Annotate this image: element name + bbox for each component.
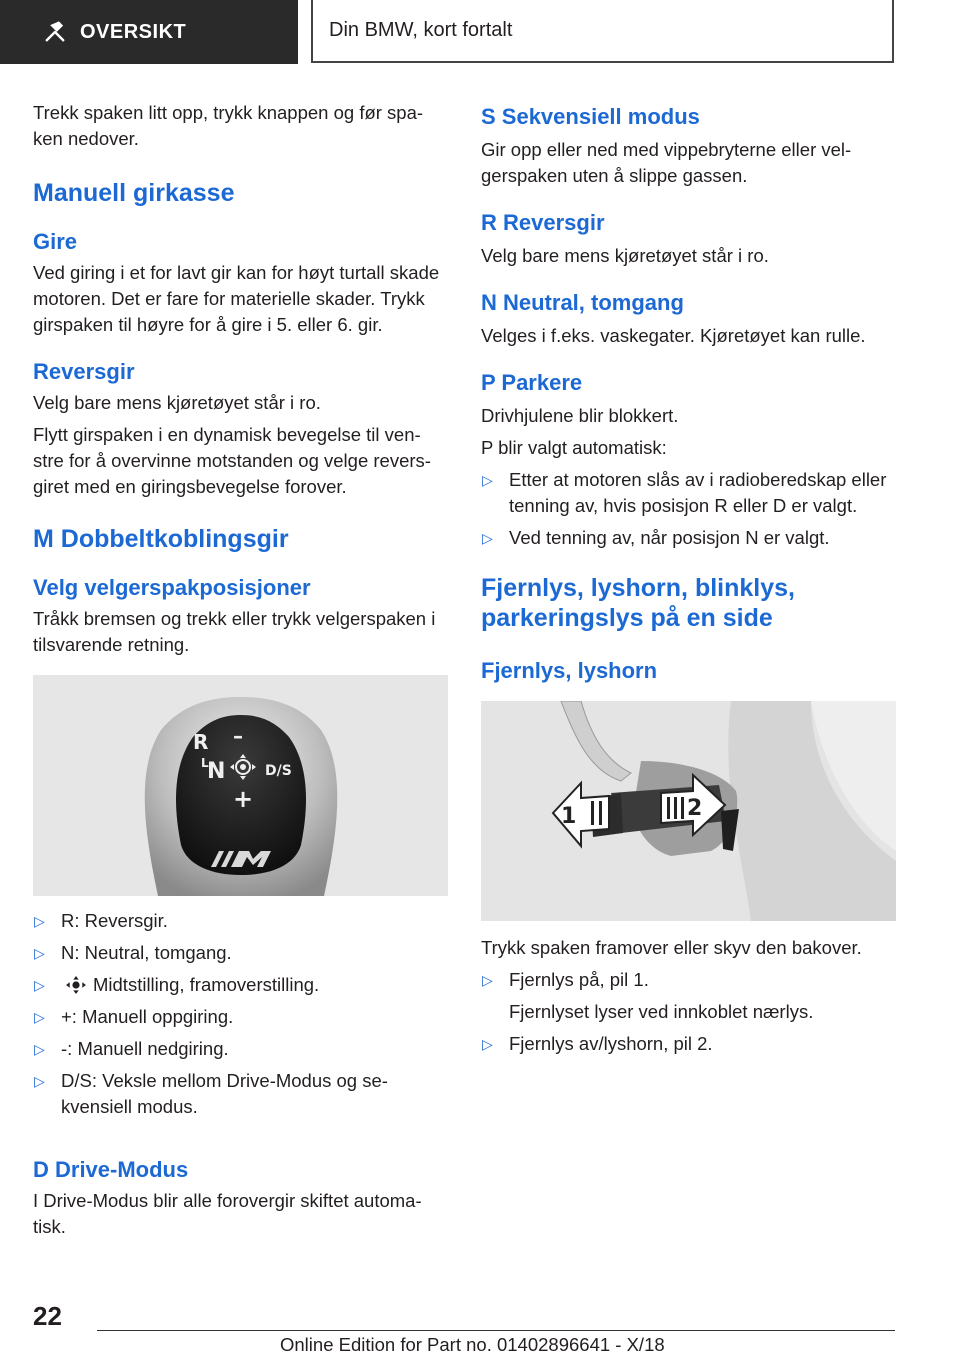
section-tab-label: OVERSIKT	[80, 20, 187, 43]
knob-label-r: R	[193, 730, 209, 754]
triangle-bullet-icon: ▷	[482, 1036, 493, 1052]
arrow-1-label: 1	[561, 804, 577, 829]
reverse-text-1: Velg bare mens kjøretøyet står i ro.	[33, 392, 321, 413]
triangle-bullet-icon: ▷	[482, 972, 493, 988]
page-header	[0, 0, 960, 66]
heading-lights: Fjernlys, lyshorn, blinklys, parkeringslys på en side	[481, 574, 795, 632]
high-beam-list	[481, 967, 896, 1057]
arrow-2-label: 2	[687, 796, 703, 821]
list-item: ▷ -: Manuell nedgiring.	[33, 1036, 449, 1062]
park-text-1: Drivhjulene blir blokkert.	[481, 405, 679, 426]
shift-text: Ved giring i et for lavt gir kan for høyt turtall skade motoren. Det er fare for materielle skader. Trykk girspaken til høyre for å gire i 5. eller 6. gir.	[33, 262, 440, 335]
stalk-text: Trykk spaken framover eller skyv den bakover.	[481, 937, 862, 958]
heading-manual-gearbox: Manuell girkasse	[33, 179, 235, 207]
gear-knob-illustration	[33, 675, 448, 896]
triangle-bullet-icon: ▷	[34, 1073, 45, 1089]
knob-label-minus: –	[233, 724, 243, 748]
heading-r-reverse: R Reversgir	[481, 210, 605, 235]
triangle-bullet-icon: ▷	[34, 945, 45, 961]
sequential-text: Gir opp eller ned med vippebryterne eller vel-gerspaken uten å slippe gassen.	[481, 139, 852, 186]
turn-signal-stalk-illustration	[481, 701, 896, 921]
knob-label-n: N	[207, 759, 226, 784]
list-item: ▷ N: Neutral, tomgang.	[33, 940, 449, 966]
footer-edition: Online Edition for Part no. 01402896641 - X/18	[280, 1334, 665, 1355]
section-tab	[0, 0, 298, 64]
park-text-2: P blir valgt automatisk:	[481, 437, 667, 458]
triangle-bullet-icon: ▷	[482, 472, 493, 488]
right-column	[481, 103, 896, 1057]
list-item: ▷ Ved tenning av, når posisjon N er valgt.	[481, 525, 896, 551]
heading-dct: M Dobbeltkoblingsgir	[33, 525, 289, 553]
chapter-tab	[311, 0, 894, 63]
tools-icon	[44, 21, 66, 43]
heading-drive-mode: D Drive-Modus	[33, 1157, 189, 1182]
list-item: ▷ +: Manuell oppgiring.	[33, 1004, 449, 1030]
selector-positions-list	[33, 908, 449, 1120]
select-positions-text: Tråkk bremsen og trekk eller trykk velgerspaken i tilsvarende retning.	[33, 608, 436, 655]
heading-shift: Gire	[33, 229, 78, 254]
list-item: ▷ D/S: Veksle mellom Drive-Modus og se-kvensiell modus.	[34, 1070, 388, 1117]
center-position-icon	[65, 976, 87, 994]
chapter-title: Din BMW, kort fortalt	[329, 19, 513, 41]
page-number: 22	[33, 1301, 62, 1331]
heading-sequential: S Sekvensiell modus	[481, 104, 700, 129]
heading-select-positions: Velg velgerspakposisjoner	[33, 575, 311, 600]
list-item: ▷ Fjernlys av/lyshorn, pil 2.	[481, 1031, 896, 1057]
left-column	[33, 100, 449, 1240]
heading-high-beam: Fjernlys, lyshorn	[481, 658, 658, 683]
heading-reverse: Reversgir	[33, 359, 135, 384]
r-reverse-text: Velg bare mens kjøretøyet står i ro.	[481, 245, 769, 266]
knob-label-plus: +	[233, 785, 254, 813]
drive-mode-text: I Drive-Modus blir alle forovergir skiftet automa-tisk.	[33, 1190, 422, 1237]
park-auto-list	[481, 467, 896, 551]
triangle-bullet-icon: ▷	[34, 913, 45, 929]
triangle-bullet-icon: ▷	[482, 530, 493, 546]
footer-divider	[97, 1330, 895, 1331]
stalk-image	[481, 701, 896, 921]
gear-selector-image	[33, 675, 448, 896]
list-item: ▷ Midtstilling, framoverstilling.	[33, 972, 449, 998]
list-item: ▷ Fjernlys på, pil 1.	[481, 967, 896, 993]
heading-p-park: P Parkere	[481, 370, 583, 395]
triangle-bullet-icon: ▷	[34, 1041, 45, 1057]
knob-label-l: L	[201, 756, 209, 770]
list-item: ▷ R: Reversgir.	[33, 908, 449, 934]
list-subtext: Fjernlyset lyser ved innkoblet nærlys.	[509, 1001, 814, 1022]
heading-n-neutral: N Neutral, tomgang	[481, 290, 684, 315]
reverse-text-2: Flytt girspaken i en dynamisk bevegelse til ven-stre for å overvinne motstanden og velge revers-giret med en giringsbevegelse forover.	[33, 424, 431, 497]
intro-text: Trekk spaken litt opp, trykk knappen og før spa-ken nedover.	[33, 102, 424, 149]
triangle-bullet-icon: ▷	[34, 977, 45, 993]
triangle-bullet-icon: ▷	[34, 1009, 45, 1025]
list-item: ▷ Etter at motoren slås av i radioberedskap eller tenning av, hvis posisjon R eller D er valgt.	[482, 469, 887, 516]
n-neutral-text: Velges i f.eks. vaskegater. Kjøretøyet kan rulle.	[481, 325, 866, 346]
knob-label-ds: D/S	[265, 763, 292, 779]
